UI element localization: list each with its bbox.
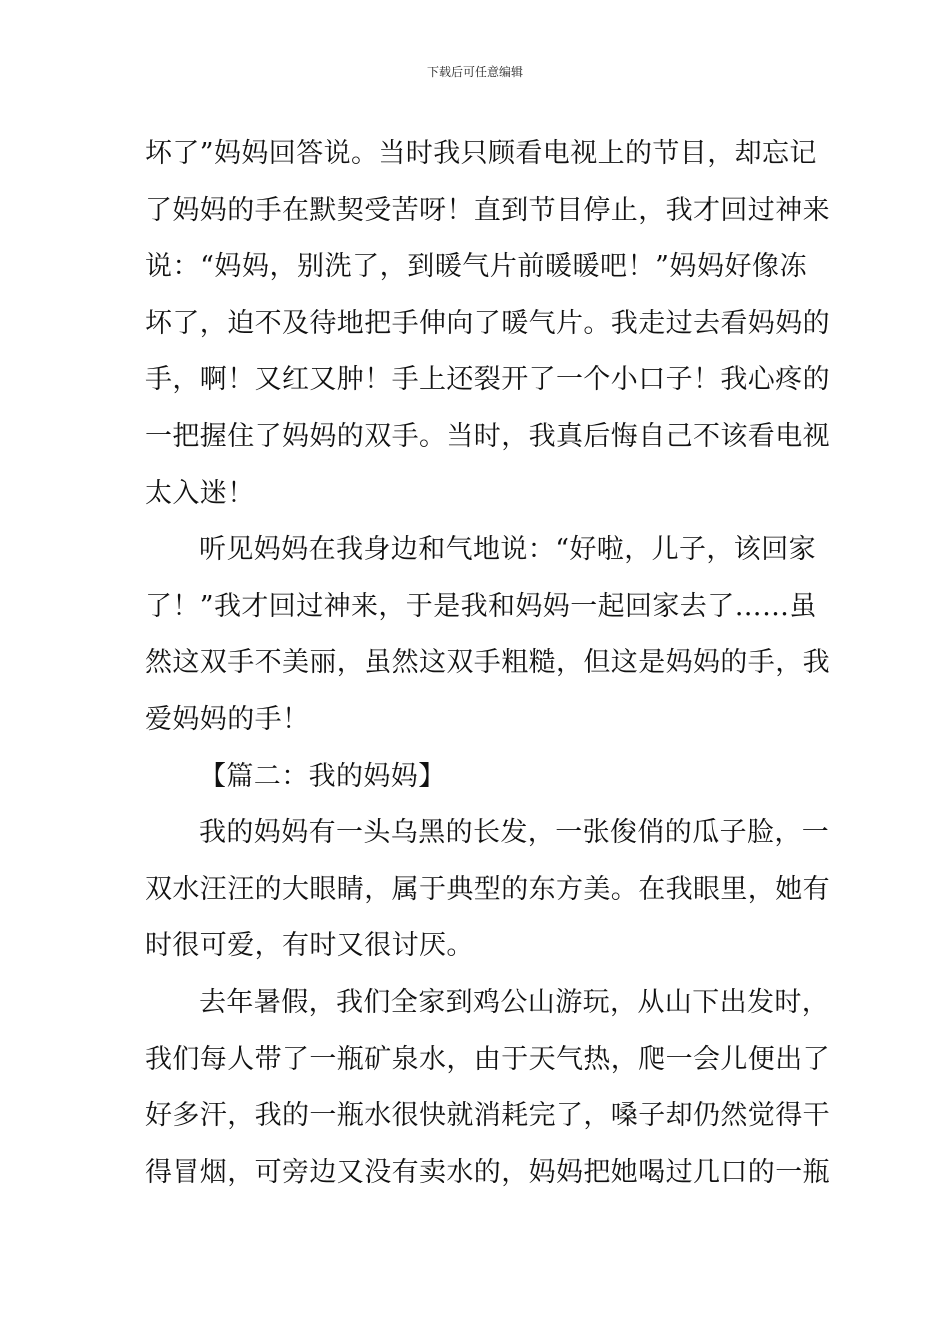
paragraph-line: 双水汪汪的大眼睛，属于典型的东方美。在我眼里，她有 (145, 873, 830, 905)
document-body (145, 126, 830, 1201)
paragraph-line: 坏了”妈妈回答说。当时我只顾看电视上的节目，却忘记 (145, 138, 817, 169)
paragraph-line: 爱妈妈的手！ (145, 703, 310, 735)
section-title: 【篇二：我的妈妈】 (199, 760, 446, 792)
paragraph-line: 了！”我才回过神来，于是我和妈妈一起回家去了……虽 (145, 590, 817, 622)
paragraph-line: 一把握住了妈妈的双手。当时，我真后悔自己不该看电视 (145, 420, 830, 452)
page-header-note: 下载后可任意编辑 (426, 65, 523, 79)
section-heading (145, 749, 807, 806)
paragraph-line: 时很可爱，有时又很讨厌。 (145, 930, 474, 962)
paragraph-line: 了妈妈的手在默契受苦呀！直到节目停止，我才回过神来 (145, 194, 830, 226)
paragraph-line: 去年暑假，我们全家到鸡公山游玩，从山下出发时， (199, 986, 830, 1018)
paragraph-line: 得冒烟，可旁边又没有卖水的，妈妈把她喝过几口的一瓶 (145, 1156, 830, 1188)
paragraph-line: 我们每人带了一瓶矿泉水，由于天气热，爬一会儿便出了 (145, 1043, 830, 1075)
paragraph-line: 我的妈妈有一头乌黑的长发，一张俊俏的瓜子脸，一 (199, 817, 830, 849)
paragraph-line: 手，啊！又红又肿！手上还裂开了一个小口子！我心疼的 (145, 364, 830, 396)
paragraph-4 (145, 975, 830, 1201)
paragraph-line: 太入迷！ (145, 477, 255, 509)
paragraph-line: 坏了，迫不及待地把手伸向了暖气片。我走过去看妈妈的 (145, 307, 830, 339)
paragraph-line: 好多汗，我的一瓶水很快就消耗完了，嗓子却仍然觉得干 (145, 1100, 830, 1132)
paragraph-3 (145, 805, 830, 975)
paragraph-2 (145, 522, 830, 748)
paragraph-line: 然这双手不美丽，虽然这双手粗糙，但这是妈妈的手，我 (145, 647, 830, 679)
paragraph-1 (145, 126, 830, 522)
paragraph-line: 说：“妈妈，别洗了，到暖气片前暖暖吧！”妈妈好像冻 (145, 251, 807, 283)
paragraph-line: 听见妈妈在我身边和气地说：“好啦，儿子，该回家 (199, 534, 817, 566)
